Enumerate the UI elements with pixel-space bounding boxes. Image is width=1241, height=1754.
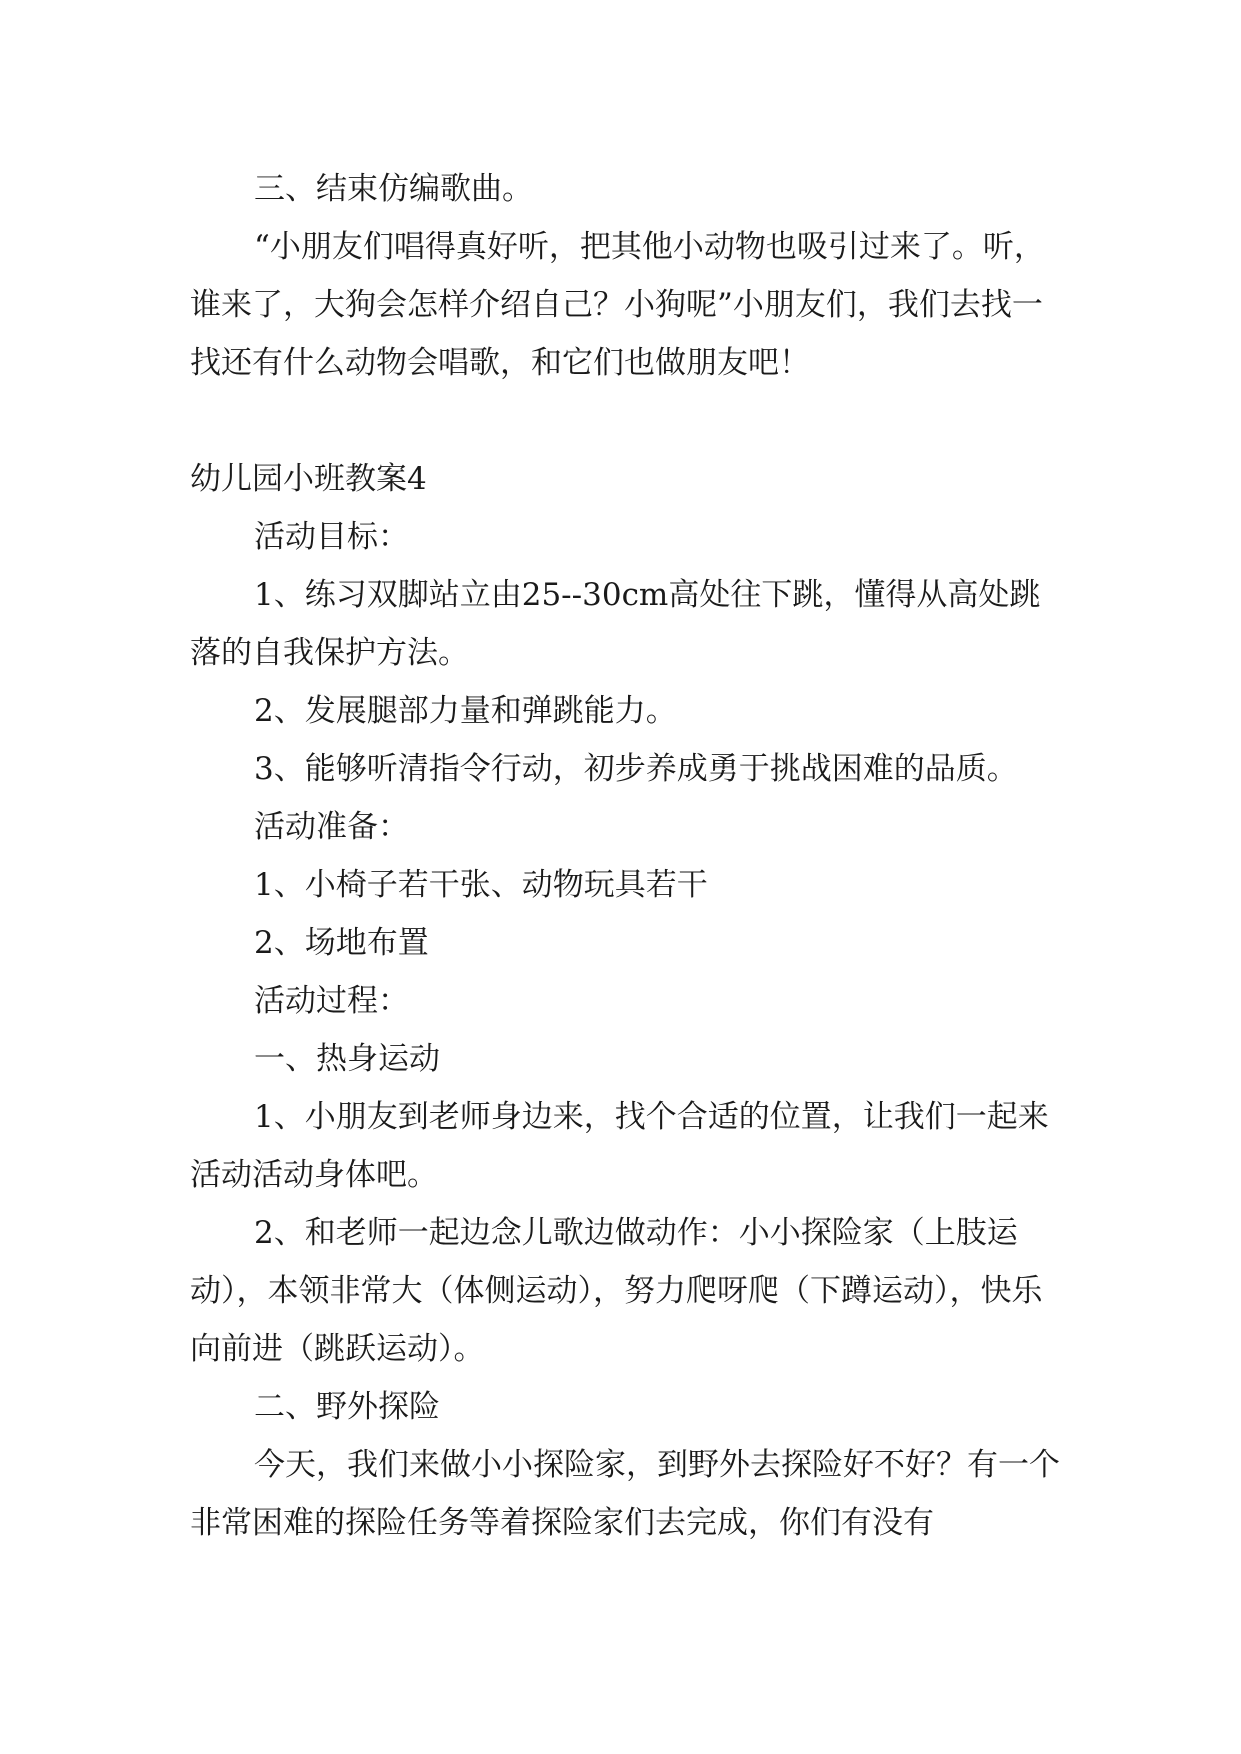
paragraph-spacer	[190, 392, 1070, 450]
paragraph: 活动过程：	[254, 983, 409, 1019]
paragraph: 2、发展腿部力量和弹跳能力。	[254, 693, 677, 729]
paragraph: 1、小朋友到老师身边来，找个合适的位置，让我们一起来活动活动身体吧。	[190, 1099, 1049, 1193]
paragraph: “小朋友们唱得真好听，把其他小动物也吸引过来了。听，谁来了，大狗会怎样介绍自己？小狗呢”小朋友们，我们去找一找还有什么动物会唱歌，和它们也做朋友吧！	[190, 229, 1045, 381]
paragraph: 活动目标：	[254, 519, 409, 555]
paragraph: 今天，我们来做小小探险家，到野外去探险好不好？有一个非常困难的探险任务等着探险家们去完成，你们有没有	[190, 1447, 1060, 1541]
paragraph: 2、场地布置	[254, 925, 429, 961]
paragraph: 一、热身运动	[254, 1041, 440, 1077]
paragraph: 三、结束仿编歌曲。	[254, 171, 533, 207]
section-heading: 幼儿园小班教案4	[190, 461, 427, 497]
paragraph: 活动准备：	[254, 809, 409, 845]
paragraph: 二、野外探险	[254, 1389, 440, 1425]
paragraph: 1、练习双脚站立由25--30cm高处往下跳，懂得从高处跳落的自我保护方法。	[190, 577, 1041, 671]
paragraph: 1、小椅子若干张、动物玩具若干	[254, 867, 708, 903]
document-body	[190, 160, 1070, 1552]
paragraph: 2、和老师一起边念儿歌边做动作：小小探险家（上肢运动），本领非常大（体侧运动），努力爬呀爬（下蹲运动），快乐向前进（跳跃运动）。	[190, 1215, 1043, 1367]
paragraph: 3、能够听清指令行动，初步养成勇于挑战困难的品质。	[254, 751, 1018, 787]
